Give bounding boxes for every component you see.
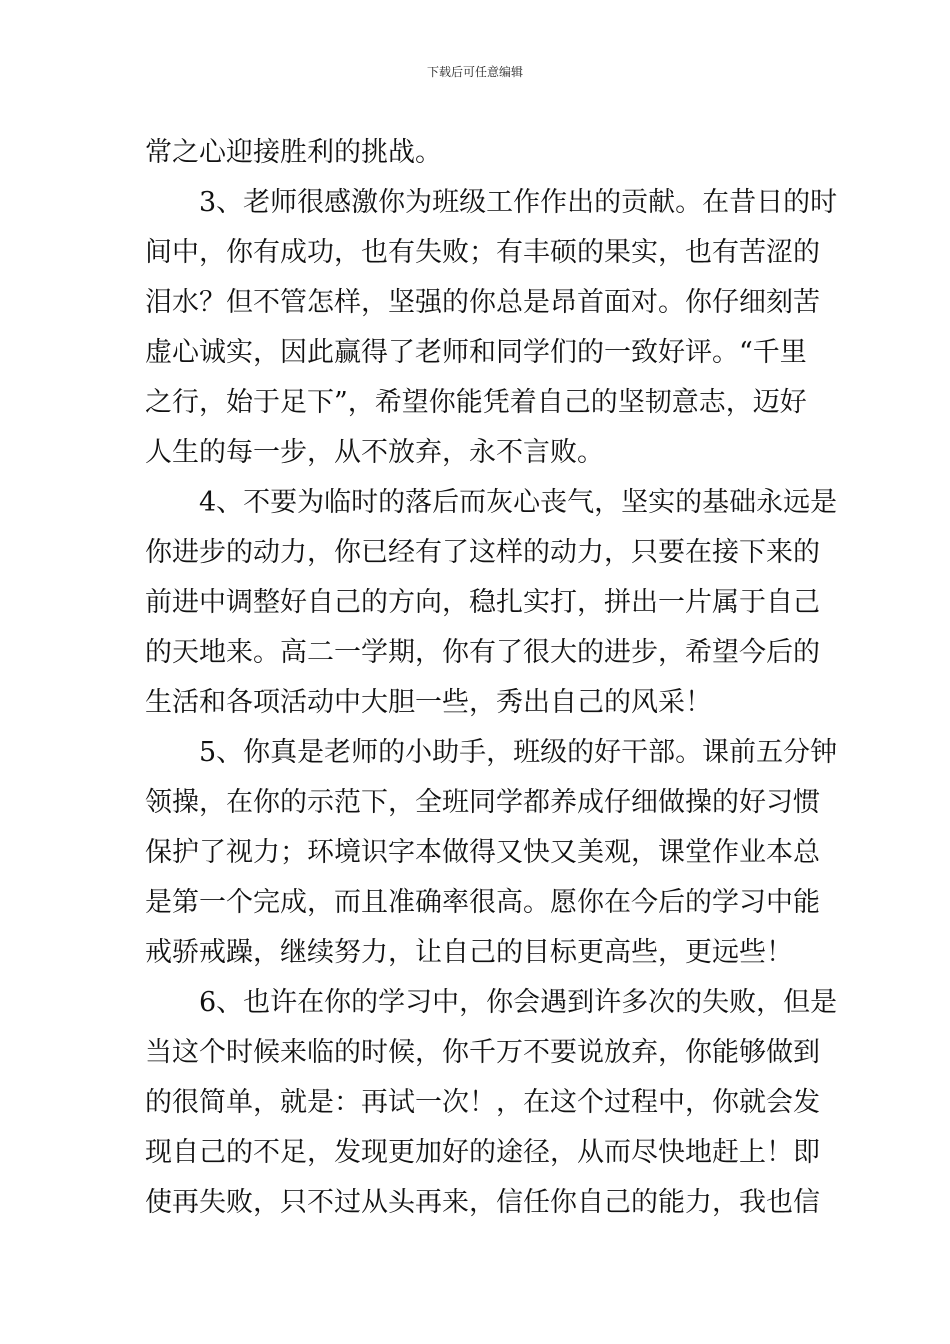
text-line: 你进步的动力，你已经有了这样的动力，只要在接下来的 xyxy=(145,537,820,568)
text-line: 是第一个完成，而且准确率很高。愿你在今后的学习中能 xyxy=(145,887,820,918)
text-line: 戒骄戒躁，继续努力，让自己的目标更高些，更远些！ xyxy=(145,937,793,968)
text-line: 虚心诚实，因此赢得了老师和同学们的一致好评。“千里 xyxy=(145,337,807,368)
text-line: 生活和各项活动中大胆一些，秀出自己的风采！ xyxy=(145,687,712,718)
text-line: 的天地来。高二一学期，你有了很大的进步，希望今后的 xyxy=(145,637,820,668)
text-line: 常之心迎接胜利的挑战。 xyxy=(145,137,442,168)
text-line: 领操，在你的示范下，全班同学都养成仔细做操的好习惯 xyxy=(145,787,820,818)
text-line: 前进中调整好自己的方向，稳扎实打，拼出一片属于自己 xyxy=(145,587,820,618)
text-line: 现自己的不足，发现更加好的途径，从而尽快地赶上！即 xyxy=(145,1137,820,1168)
text-line: 之行，始于足下”，希望你能凭着自己的坚韧意志，迈好 xyxy=(145,387,807,418)
text-line: 当这个时候来临的时候，你千万不要说放弃，你能够做到 xyxy=(145,1037,820,1068)
text-line: 6、也许在你的学习中，你会遇到许多次的失败，但是 xyxy=(199,987,838,1018)
text-line: 4、不要为临时的落后而灰心丧气，坚实的基础永远是 xyxy=(199,487,838,518)
page-header: 下载后可任意编辑 xyxy=(426,65,523,79)
text-line: 间中，你有成功，也有失败；有丰硕的果实，也有苦涩的 xyxy=(145,237,820,268)
document-body xyxy=(145,128,838,1228)
text-line: 人生的每一步，从不放弃，永不言败。 xyxy=(145,437,604,468)
text-line: 5、你真是老师的小助手，班级的好干部。课前五分钟 xyxy=(199,737,838,768)
text-line: 的很简单，就是：再试一次！，在这个过程中，你就会发 xyxy=(145,1087,820,1118)
text-line: 泪水？但不管怎样，坚强的你总是昂首面对。你仔细刻苦 xyxy=(145,287,820,318)
text-line: 3、老师很感激你为班级工作作出的贡献。在昔日的时 xyxy=(199,187,838,218)
text-line: 保护了视力；环境识字本做得又快又美观，课堂作业本总 xyxy=(145,837,820,868)
text-line: 使再失败，只不过从头再来，信任你自己的能力，我也信 xyxy=(145,1187,820,1218)
